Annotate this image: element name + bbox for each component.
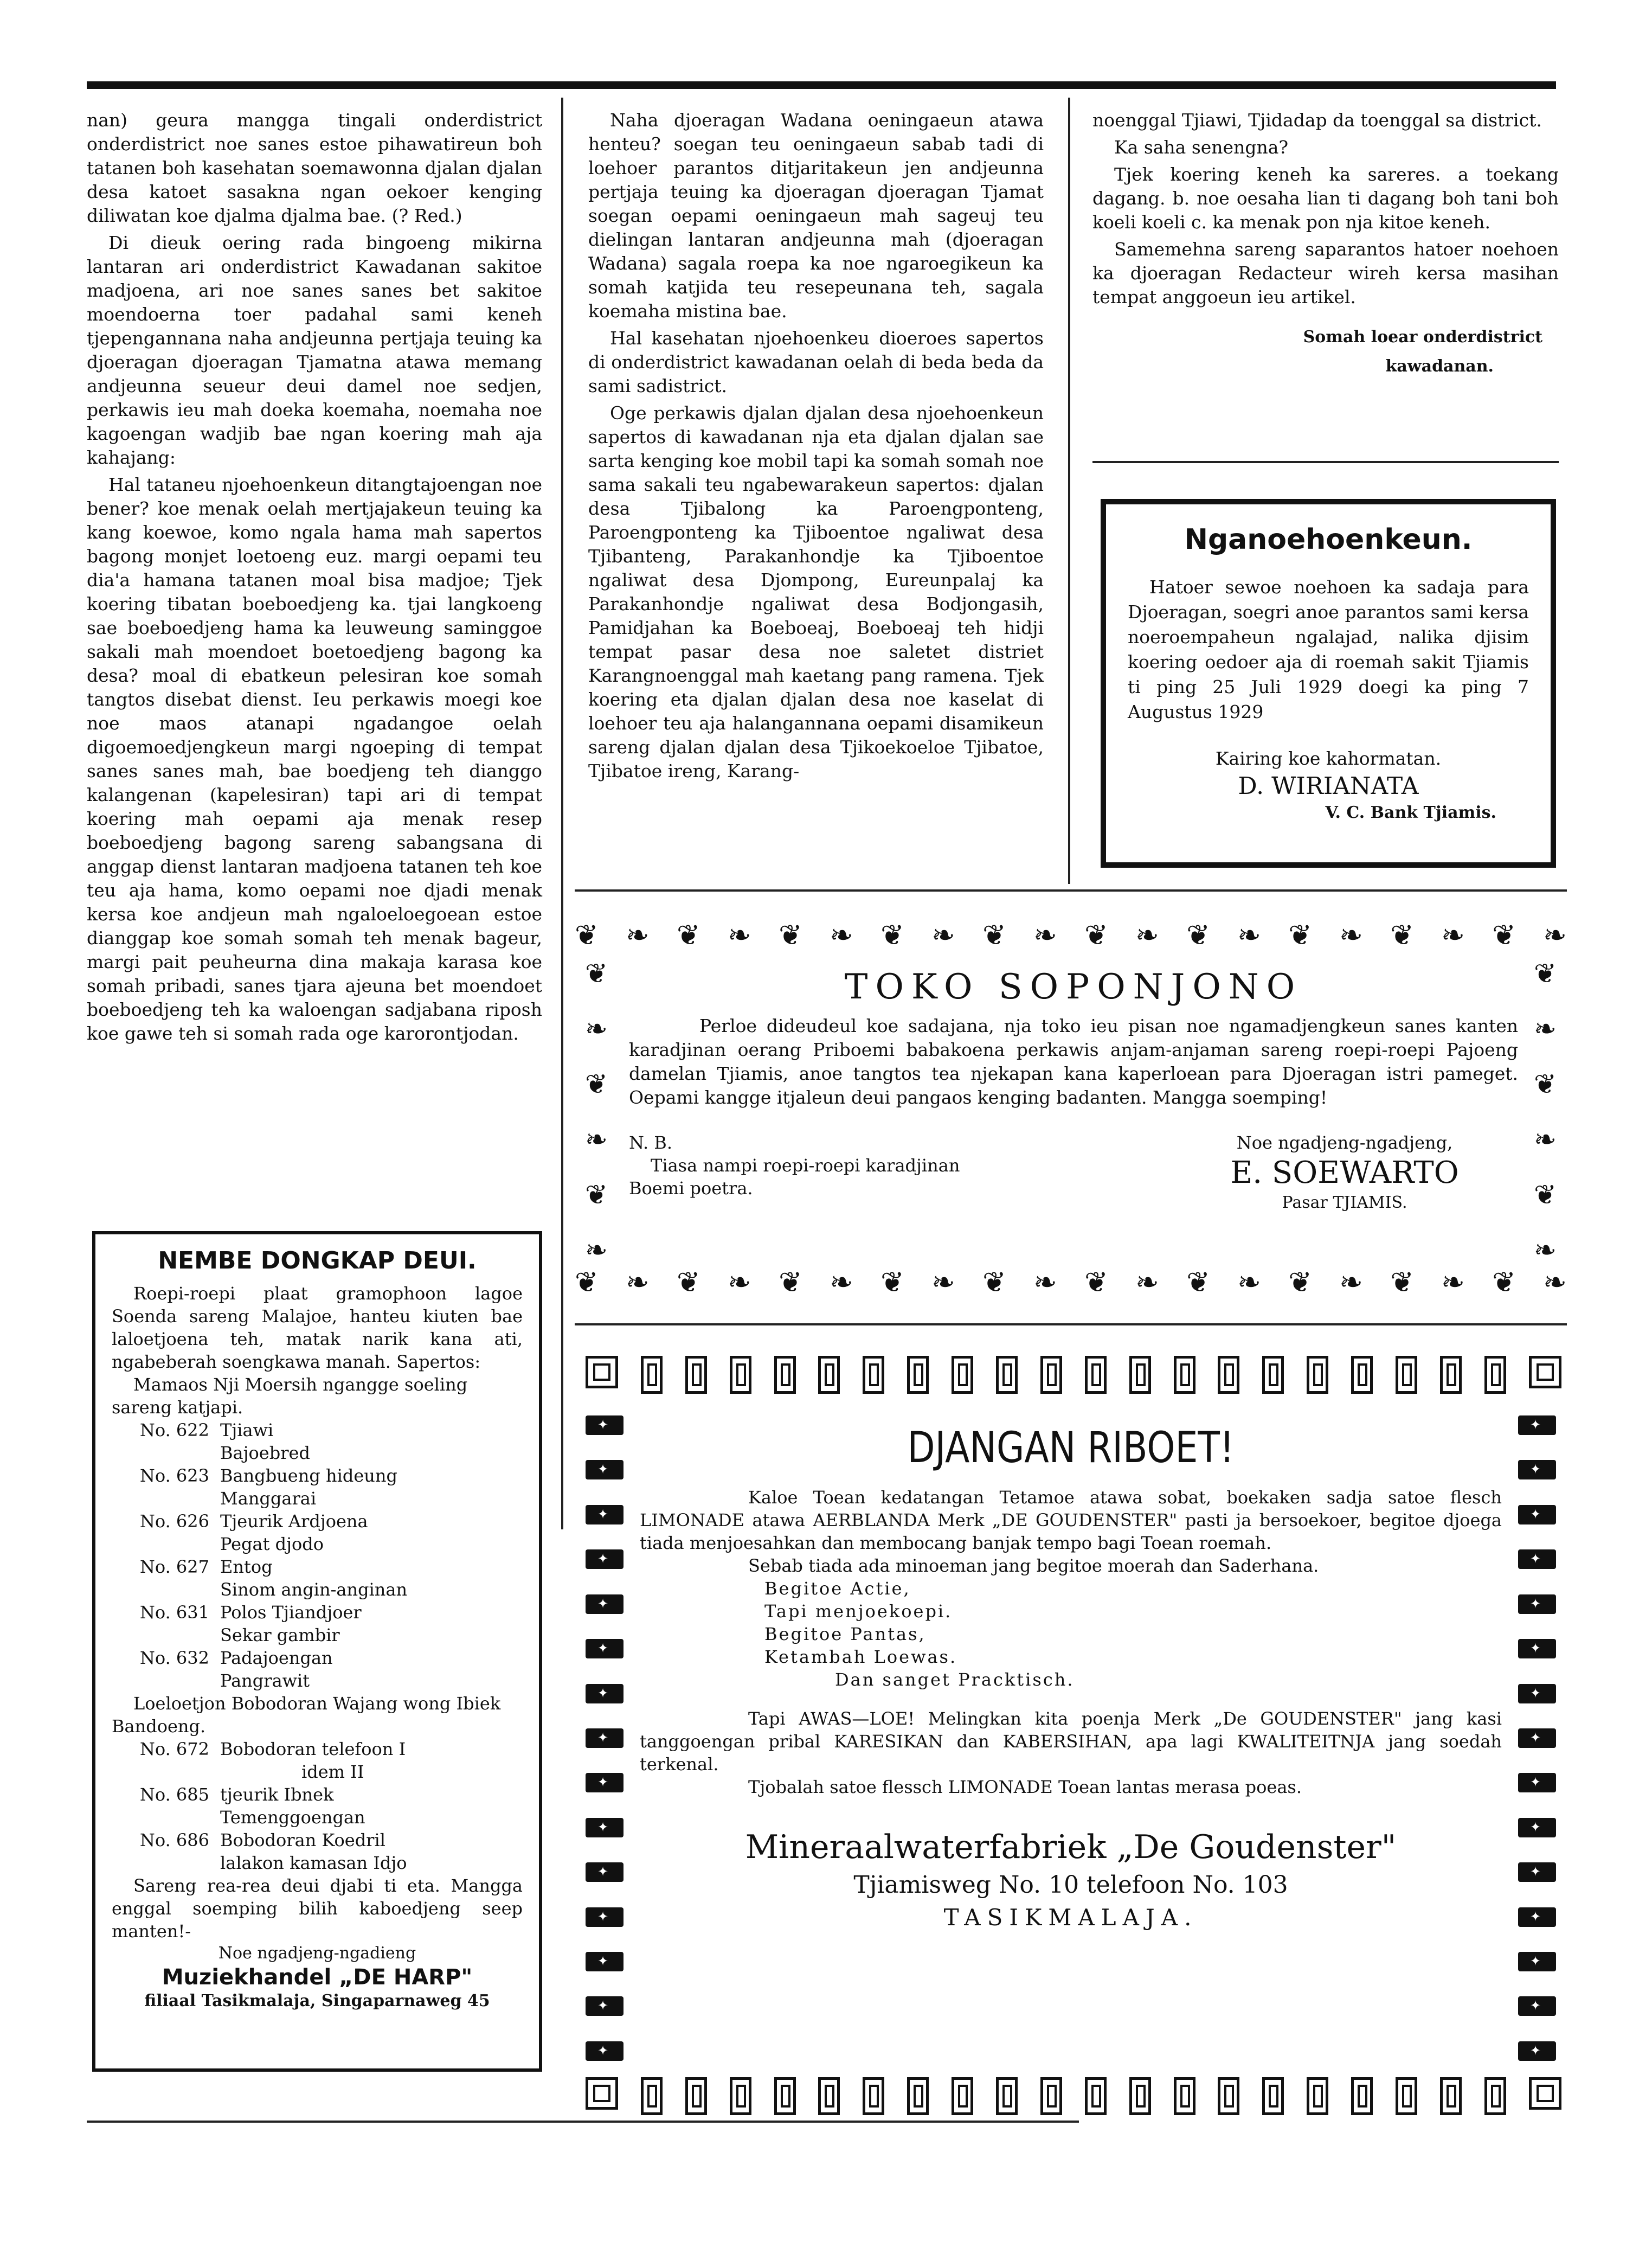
section-rule: [575, 1323, 1567, 1325]
section-rule: [87, 2121, 1079, 2123]
nembe-intro: Roepi-roepi plaat gramophoon lagoe Soenda sareng Malajoe, hanteu kiuten bae laloetjoena teh, matak narik kana ati, ngabeberah soengkawa manah. Sapertos:: [112, 1283, 523, 1372]
nembe-dongkap-deui-box: [92, 1231, 542, 2072]
block-ornament-icon: [1518, 1415, 1556, 1435]
djangan-list-item: Tapi menjoekoepi.: [764, 1601, 953, 1622]
scroll-ornament-icon: ❦: [1492, 1266, 1516, 1299]
square-ornament-icon: [641, 1356, 663, 1394]
square-ornament-icon: [1129, 1356, 1151, 1394]
square-ornament-icon: [818, 1356, 840, 1394]
record-title-b: Sinom angin-anginan: [220, 1579, 408, 1600]
square-ornament-icon: [907, 2077, 929, 2115]
record-title: tjeurik Ibnek: [220, 1784, 334, 1805]
record-entry: [112, 1555, 523, 1601]
scroll-ornament-icon: ❧: [626, 1266, 650, 1299]
scroll-ornament-icon: ❧: [1339, 1266, 1363, 1299]
block-ornament-icon: [586, 1907, 623, 1927]
record-number: No. 631: [139, 1602, 209, 1623]
record-title: Polos Tjiandjoer: [220, 1602, 362, 1623]
scroll-ornament-icon: ❧: [830, 1266, 853, 1299]
square-ornament-icon: [863, 1356, 884, 1394]
vine-ornament-icon: ❦: [1534, 1179, 1557, 1210]
block-ornament-icon: [1518, 1594, 1556, 1614]
scroll-ornament-icon: ❦: [779, 1266, 802, 1299]
square-ornament-icon: [1396, 2077, 1417, 2115]
scroll-ornament-icon: ❦: [1288, 1266, 1312, 1299]
article-paragraph: Di dieuk oering rada bingoeng mikirna lantaran ari onderdistrict Kawadanan sakitoe madjoena, ari noe sanes sanes bet sakitoe moendoerna toer padahal sami keneh tjepengannana naha andjeunna pertjaja teuing ka djoeragan djoeragan Tjamatna atawa memang andjeunna seueur deui damel noe sedjen, perkawis ieu mah doeka koemaha, noemaha noe kagoengan wadjib bae ngan koering mah aja kahajang:: [87, 232, 542, 468]
square-ornament-icon: [1484, 1356, 1506, 1394]
scroll-ornament-icon: ❧: [1543, 1266, 1567, 1299]
square-ornament-icon: [952, 2077, 973, 2115]
nembe-greet: Noe ngadjeng-ngadieng: [218, 1944, 416, 1963]
square-ornament-icon: [1351, 2077, 1373, 2115]
djangan-address: Tjiamisweg No. 10 telefoon No. 103: [853, 1871, 1288, 1899]
square-ornament-icon: [863, 2077, 884, 2115]
scroll-ornament-icon: ❦: [880, 919, 904, 952]
record-number: No. 685: [139, 1784, 209, 1805]
record-entry: [112, 1647, 523, 1692]
djangan-city: TASIKMALAJA.: [943, 1904, 1198, 1931]
block-ornament-icon: [1518, 1549, 1556, 1569]
square-ornament-icon: [1262, 1356, 1284, 1394]
block-ornament-icon: [586, 1952, 623, 1971]
djangan-firm: Mineraalwaterfabriek „De Goudenster": [745, 1828, 1397, 1866]
nembe-address: filiaal Tasikmalaja, Singaparnaweg 45: [144, 1991, 490, 2010]
record-titles: [220, 1510, 523, 1555]
record-title: Bobodoran Koedril: [220, 1830, 385, 1850]
scroll-ornament-icon: ❦: [982, 1266, 1006, 1299]
square-ornament-icon: [996, 2077, 1018, 2115]
record-titles: [220, 1555, 523, 1601]
square-ornament-icon: [818, 2077, 840, 2115]
scroll-ornament-icon: ❦: [1084, 1266, 1108, 1299]
scroll-ornament-icon: ❦: [1390, 919, 1414, 952]
right-column-article: [1092, 108, 1559, 379]
nembe-heading: NEMBE DONGKAP DEUI.: [158, 1247, 477, 1274]
nganoehoenkeun-box: [1101, 499, 1556, 868]
square-ornament-icon: [685, 1356, 707, 1394]
scroll-ornament-icon: ❧: [1033, 1266, 1057, 1299]
scroll-ornament-icon: ❦: [677, 1266, 700, 1299]
vine-ornament-icon: ❧: [585, 1013, 608, 1045]
side-border-right: [1518, 1415, 1556, 2061]
article-paragraph: Hal kasehatan njoehoenkeu dioeroes sapertos di onderdistrict kawadanan oelah di beda beda da sami sadistrict.: [588, 328, 1044, 396]
record-number: No. 632: [139, 1648, 209, 1668]
ornament-border-top: [575, 919, 1567, 952]
vine-ornament-icon: ❧: [585, 1234, 608, 1266]
column-divider: [1068, 98, 1070, 884]
record-title-b: Pegat djodo: [220, 1534, 324, 1554]
scroll-ornament-icon: ❧: [830, 919, 853, 952]
nganoehoenkeun-name: D. WIRIANATA: [1238, 772, 1419, 800]
vine-ornament-icon: ❦: [1534, 1068, 1557, 1100]
article-paragraph: Hal tataneu njoehoenkeun ditangtajoengan noe bener? koe menak oelah mertjajakeun teuing ka kang koewoe, komo ngala hama mah sapertos bagong monjet loetoeng euz. margi oepami teu dia'a hamana tatanen moal bisa madjoe; Tjek koering tibatan boeboedjeng ka. tjai langkoeng sae boeboedjeng hama ka leuweung saminggoe sakali mah moendoet boetoedjeng bagong ka desa? moal di ebatkeun pelesiran koe somah tangtos disebat dienst. Ieu perkawis moegi koe noe maos atanapi ngadangoe oelah digoemoedjengkeun margi ngoeping di tempat sanes sanes mah, bae boedjeng teh dianggo kalangenan (kapelesiran) tapi ari di tempat koering mah oepami aja menak resep boeboedjeng bagong sareng sabangsana di anggap dienst lantaran madjoena tatanen teh koe teu aja hama, komo oepami noe djadi menak kersa koe andjeun mah ngaloeloegoean estoe dianggap koe somah somah teh menak bageur, margi pait peuheurna dina makaja karasa koe somah pribadi, sanes tjara ajeuna bet moendoet boeboedjeng teh ka waloengan sadjabana riposh koe gawe teh si somah rada oge karorontjodan.: [87, 474, 542, 1044]
record-entry: [112, 1601, 523, 1647]
toko-nb-label: N. B.: [629, 1132, 672, 1153]
djangan-list-item: Begitoe Actie,: [764, 1578, 911, 1599]
square-ornament-icon: [1085, 1356, 1107, 1394]
article-signature-2: kawadanan.: [1385, 357, 1494, 376]
scroll-ornament-icon: ❧: [1441, 1266, 1465, 1299]
record-title-b: Manggarai: [220, 1488, 317, 1509]
middle-column-article: [588, 108, 1044, 786]
block-ornament-icon: [586, 1460, 623, 1479]
article-paragraph: Tjek koering keneh ka sareres. a toekang dagang. b. noe oesaha lian ti dagang boh tani boh koeli koeli c. ka menak pon nja kitoe keneh.: [1092, 164, 1559, 233]
scroll-ornament-icon: ❦: [575, 1266, 599, 1299]
scroll-ornament-icon: ❧: [728, 1266, 751, 1299]
nganoehoenkeun-role: V. C. Bank Tjiamis.: [1325, 803, 1496, 822]
record-title-b: Bajoebred: [220, 1443, 310, 1463]
djangan-riboet-ad: [640, 1421, 1502, 2061]
record-title: Entog: [220, 1556, 273, 1577]
block-ornament-icon: [586, 2041, 623, 2061]
square-ornament-icon: [586, 2077, 618, 2110]
toko-body: Perloe dideudeul koe sadajana, nja toko ieu pisan noe ngamadjengkeun sanes kanten karadjinan oerang Priboemi babakoena perkawis anjam-anjaman sareng roepi-roepi Pajoeng damelan Tjiamis, anoe tangtos tea njekapan kana kaperloean para Djoeragan istri pameget. Oepami kangge itjaleun deui pangaos kenging badanten. Mangga soemping!: [629, 1015, 1518, 1108]
square-ornament-icon: [1040, 1356, 1062, 1394]
square-border-top: [586, 1356, 1561, 1394]
block-ornament-icon: [586, 1549, 623, 1569]
block-ornament-icon: [1518, 1952, 1556, 1971]
block-ornament-icon: [586, 1862, 623, 1882]
scroll-ornament-icon: ❦: [982, 919, 1006, 952]
vine-ornament-icon: ❦: [585, 1068, 608, 1100]
section-rule: [575, 889, 1567, 892]
nganoehoenkeun-closing: Kairing koe kahormatan.: [1215, 748, 1442, 769]
toko-title: TOKO SOPONJONO: [844, 967, 1303, 1007]
square-border-bottom: [586, 2077, 1561, 2115]
vine-ornament-icon: ❦: [585, 958, 608, 989]
djangan-p4: Tjobalah satoe flessch LIMONADE Toean lantas merasa poeas.: [748, 1777, 1302, 1797]
record-titles: [220, 1601, 523, 1647]
nganoehoenkeun-heading: Nganoehoenkeun.: [1184, 523, 1473, 556]
scroll-ornament-icon: ❦: [1492, 919, 1516, 952]
djangan-p1: Kaloe Toean kedatangan Tetamoe atawa sobat, boekaken sadja satoe flesch LIMONADE atawa AERBLANDA Merk „DE GOUDENSTER" pasti ja bersoekoer, begitoe djoega tiada menjoesahkan dan membocang banjak tempo bagi Toean roemah.: [640, 1487, 1502, 1553]
record-title-b: idem II: [301, 1761, 364, 1782]
djangan-p2: Sebab tiada ada minoeman jang begitoe moerah dan Saderhana.: [748, 1555, 1319, 1576]
square-ornament-icon: [774, 2077, 796, 2115]
nembe-shop: Muziekhandel „DE HARP": [162, 1965, 473, 1990]
record-titles: [220, 1738, 523, 1783]
record-titles: [220, 1464, 523, 1510]
scroll-ornament-icon: ❦: [1186, 919, 1210, 952]
article-signature: Somah loear onderdistrict: [1303, 328, 1542, 347]
article-paragraph: nan) geura mangga tingali onderdistrict onderdistrict noe sanes estoe pihawatireun boh tatanen boh kasehatan soemawonna djalan djalan desa katoet sasakna ngan oekoer kenging diliwatan koe djalma djalma bae. (? Red.): [87, 110, 542, 226]
record-number: No. 627: [139, 1556, 209, 1577]
record-entry: [112, 1464, 523, 1510]
block-ornament-icon: [1518, 2041, 1556, 2061]
toko-place: Pasar TJIAMIS.: [1282, 1193, 1407, 1212]
vine-ornament-icon: ❦: [585, 1179, 608, 1210]
scroll-ornament-icon: ❧: [1135, 919, 1159, 952]
square-ornament-icon: [996, 1356, 1018, 1394]
article-paragraph: Samemehna sareng saparantos hatoer noehoen ka djoeragan Redacteur wireh kersa masihan tempat anggoeun ieu artikel.: [1092, 239, 1559, 308]
square-ornament-icon: [1529, 2077, 1561, 2110]
ornament-border-left: [580, 960, 613, 1264]
toko-nb-text: Tiasa nampi roepi-roepi karadjinan Boemi poetra.: [629, 1155, 960, 1199]
article-paragraph: Naha djoeragan Wadana oeningaeun atawa henteu? soegan teu oeningaeun sabab tadi di loehoer parantos ditjaritakeun jen andjeunna pertjaja teuing ka djoeragan djoeragan Tjamat soegan oepami oeningaeun mah sageuj teu dielingan lantaran andjeunna mah (djoeragan Wadana) sagala roepa ka noe ngaroegikeun ka somah katjida teu resepeunana teh, sagala koemaha mistina bae.: [588, 110, 1044, 322]
record-number: No. 622: [139, 1420, 209, 1440]
toko-signoff: [1171, 1131, 1518, 1214]
block-ornament-icon: [1518, 1907, 1556, 1927]
record-title: Bobodoran telefoon I: [220, 1739, 406, 1759]
scroll-ornament-icon: ❦: [1390, 1266, 1414, 1299]
record-title: Bangbueng hideung: [220, 1465, 397, 1486]
scroll-ornament-icon: ❧: [1033, 919, 1057, 952]
block-ornament-icon: [1518, 1996, 1556, 2016]
scroll-ornament-icon: ❧: [1441, 919, 1465, 952]
block-ornament-icon: [586, 1728, 623, 1748]
record-titles: [220, 1419, 523, 1464]
square-ornament-icon: [952, 1356, 973, 1394]
scroll-ornament-icon: ❧: [931, 919, 955, 952]
square-ornament-icon: [1351, 1356, 1373, 1394]
column-divider: [561, 98, 563, 1529]
square-ornament-icon: [774, 1356, 796, 1394]
top-rule: [87, 81, 1556, 89]
block-ornament-icon: [1518, 1639, 1556, 1658]
record-entry: [112, 1783, 523, 1829]
record-entry: [112, 1829, 523, 1874]
square-ornament-icon: [685, 2077, 707, 2115]
square-ornament-icon: [1174, 2077, 1195, 2115]
record-title: Tjiawi: [220, 1420, 274, 1440]
record-title: Tjeurik Ardjoena: [220, 1511, 368, 1532]
record-title-b: Sekar gambir: [220, 1625, 340, 1645]
record-titles: [220, 1783, 523, 1829]
article-paragraph: noenggal Tjiawi, Tjidadap da toenggal sa district.: [1092, 110, 1542, 131]
vine-ornament-icon: ❧: [585, 1124, 608, 1155]
scroll-ornament-icon: ❦: [575, 919, 599, 952]
block-ornament-icon: [1518, 1505, 1556, 1524]
scroll-ornament-icon: ❧: [931, 1266, 955, 1299]
record-title: Padajoengan: [220, 1648, 333, 1668]
scroll-ornament-icon: ❦: [1288, 919, 1312, 952]
square-ornament-icon: [1262, 2077, 1284, 2115]
scroll-ornament-icon: ❧: [626, 919, 650, 952]
vine-ornament-icon: ❧: [1534, 1124, 1557, 1155]
block-ornament-icon: [586, 1773, 623, 1792]
scroll-ornament-icon: ❦: [1186, 1266, 1210, 1299]
scroll-ornament-icon: ❦: [880, 1266, 904, 1299]
square-ornament-icon: [1174, 1356, 1195, 1394]
scroll-ornament-icon: ❧: [1135, 1266, 1159, 1299]
scroll-ornament-icon: ❧: [1543, 919, 1567, 952]
record-title-b: Pangrawit: [220, 1670, 310, 1691]
scroll-ornament-icon: ❦: [779, 919, 802, 952]
block-ornament-icon: [586, 1505, 623, 1524]
toko-greet: Noe ngadjeng-ngadjeng,: [1236, 1132, 1453, 1153]
djangan-list-item: Begitoe Pantas,: [764, 1624, 926, 1644]
square-ornament-icon: [1129, 2077, 1151, 2115]
square-ornament-icon: [586, 1356, 618, 1388]
ornament-border-right: [1529, 960, 1561, 1264]
square-ornament-icon: [1440, 2077, 1462, 2115]
djangan-title: DJANGAN RIBOET!: [907, 1424, 1235, 1472]
block-ornament-icon: [1518, 1862, 1556, 1882]
record-titles: [220, 1829, 523, 1874]
side-border-left: [586, 1415, 623, 2061]
djangan-list: [640, 1577, 1502, 1691]
square-ornament-icon: [641, 2077, 663, 2115]
record-number: No. 626: [139, 1511, 209, 1532]
scroll-ornament-icon: ❦: [677, 919, 700, 952]
nganoehoenkeun-body: Hatoer sewoe noehoen ka sadaja para Djoeragan, soegri anoe parantos sami kersa noeroempaheun ngalajad, nalika djisim koering oedoer aja di roemah sakit Tjiamis ti ping 25 Juli 1929 doegi ka ping 7 Augustus 1929: [1128, 576, 1529, 722]
record-entry: [112, 1419, 523, 1464]
block-ornament-icon: [1518, 1728, 1556, 1748]
square-ornament-icon: [1040, 2077, 1062, 2115]
block-ornament-icon: [586, 1996, 623, 2016]
ornament-border-bottom: [575, 1266, 1567, 1299]
nembe-singer: Mamaos Nji Moersih ngangge soeling sareng katjapi.: [112, 1374, 468, 1418]
square-ornament-icon: [730, 1356, 751, 1394]
scroll-ornament-icon: ❦: [1084, 919, 1108, 952]
left-column-article: [87, 108, 542, 1049]
block-ornament-icon: [586, 1818, 623, 1837]
block-ornament-icon: [1518, 1818, 1556, 1837]
square-ornament-icon: [1529, 1356, 1561, 1388]
square-ornament-icon: [1218, 2077, 1239, 2115]
scroll-ornament-icon: ❧: [1237, 919, 1261, 952]
djangan-p3: Tapi AWAS—LOE! Melingkan kita poenja Merk „De GOUDENSTER" jang kasi tanggoengan pribal KARESIKAN dan KABERSIHAN, apa lagi KWALITEITNJA jang soedah terkenal.: [640, 1708, 1502, 1775]
square-ornament-icon: [1085, 2077, 1107, 2115]
record-entry: [112, 1510, 523, 1555]
block-ornament-icon: [1518, 1460, 1556, 1479]
square-ornament-icon: [730, 2077, 751, 2115]
scroll-ornament-icon: ❧: [728, 919, 751, 952]
square-ornament-icon: [907, 1356, 929, 1394]
record-number: No. 623: [139, 1465, 209, 1486]
vine-ornament-icon: ❦: [1534, 958, 1557, 989]
record-entry: [112, 1738, 523, 1783]
record-title-b: Temenggoengan: [220, 1807, 365, 1828]
block-ornament-icon: [1518, 1773, 1556, 1792]
square-ornament-icon: [1307, 1356, 1328, 1394]
block-ornament-icon: [586, 1594, 623, 1614]
block-ornament-icon: [586, 1684, 623, 1703]
square-ornament-icon: [1396, 1356, 1417, 1394]
block-ornament-icon: [586, 1639, 623, 1658]
article-paragraph: Oge perkawis djalan djalan desa njoehoenkeun sapertos di kawadanan nja eta djalan djalan sae sarta kenging koe mobil tapi ka somah somah noe sama sakali teu ngabewarakeun sapertos: djalan desa Tjibalong ka Paroengponteng, Paroengponteng ka Tjiboentoe ngaliwat desa Tjibanteng, Parakanhondje ka Tjiboentoe ngaliwat desa Djompong, Eureunpalaj ka Parakanhondje ngaliwat desa Bodjongasih, Pamidjahan ka Boeboeaj, Boeboeaj teh hidji tempat pasar desa noe saletet distriet Karangnoenggal mah kaetang pang ramena. Tjek koering eta djalan djalan desa noe kaselat di loehoer teu aja halangannana oepami disamikeun sareng djalan djalan desa Tjikoekoeloe Tjibatoe, Tjibatoe ireng, Karang-: [588, 402, 1044, 782]
nembe-outro: Sareng rea-rea deui djabi ti eta. Mangga enggal soemping bilih kaboedjeng seep manten!-: [112, 1875, 523, 1942]
toko-soponjono-ad: [629, 965, 1518, 1264]
vine-ornament-icon: ❧: [1534, 1013, 1557, 1045]
record-title-b: lalakon kamasan Idjo: [220, 1853, 407, 1873]
article-paragraph: Ka saha senengna?: [1114, 137, 1289, 158]
record-titles: [220, 1647, 523, 1692]
block-ornament-icon: [586, 1415, 623, 1435]
toko-name: E. SOEWARTO: [1230, 1155, 1459, 1190]
nembe-singer-2: Loeloetjon Bobodoran Wajang wong Ibiek Bandoeng.: [112, 1693, 501, 1737]
scroll-ornament-icon: ❧: [1339, 919, 1363, 952]
djangan-list-item: Ketambah Loewas.: [764, 1647, 957, 1667]
square-ornament-icon: [1484, 2077, 1506, 2115]
toko-nb: [629, 1131, 998, 1214]
square-ornament-icon: [1307, 2077, 1328, 2115]
scroll-ornament-icon: ❧: [1237, 1266, 1261, 1299]
record-number: No. 672: [139, 1739, 209, 1759]
record-number: No. 686: [139, 1830, 209, 1850]
section-rule: [1092, 461, 1559, 463]
djangan-list-item: Dan sanget Pracktisch.: [835, 1669, 1075, 1690]
block-ornament-icon: [1518, 1684, 1556, 1703]
square-ornament-icon: [1440, 1356, 1462, 1394]
vine-ornament-icon: ❧: [1534, 1234, 1557, 1266]
toko-footer: [629, 1131, 1518, 1214]
square-ornament-icon: [1218, 1356, 1239, 1394]
